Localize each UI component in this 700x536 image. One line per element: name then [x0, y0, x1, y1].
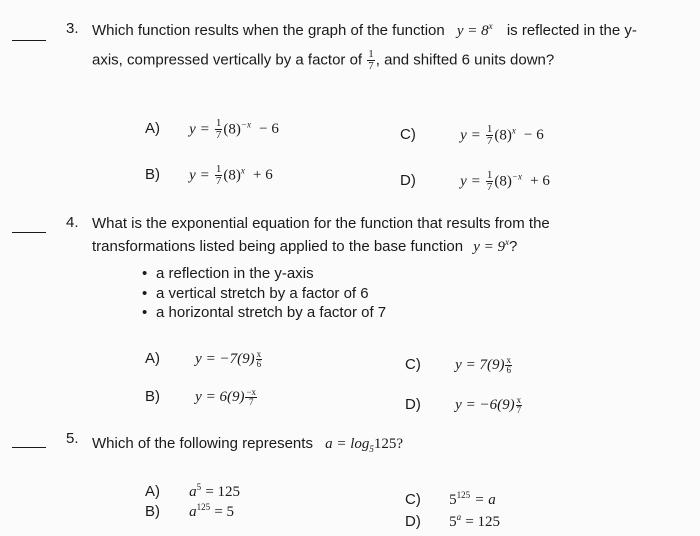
- question-text: Which of the following represents $a = \log_5125$?: [92, 435, 404, 454]
- answer-blank-q5: [12, 447, 46, 448]
- q4-option-a[interactable]: A) y = −7(9) $\frac{x}{6}$: [145, 349, 262, 369]
- q3-option-b[interactable]: B) y = $\frac{1}{7}$ $(8)^x + 6$: [145, 163, 273, 187]
- question-number: 3.: [66, 20, 79, 37]
- q3-option-d[interactable]: D) y = $\frac{1}{7}$ $(8)^{-x} + 6$: [400, 169, 550, 193]
- q5-option-b[interactable]: B) $a^{125} = 5$: [145, 502, 235, 520]
- q5-option-a[interactable]: A) $a^5 = 125$: [145, 482, 241, 500]
- q3-option-c[interactable]: C) y = $\frac{1}{7}$ $(8)^x - 6$: [400, 123, 544, 147]
- answer-blank-q4: [12, 232, 46, 233]
- list-item: • a horizontal stretch by a factor of 7: [142, 304, 387, 321]
- list-item: • a vertical stretch by a factor of 6: [142, 284, 369, 302]
- question-number: 5.: [66, 430, 79, 447]
- q5-option-c[interactable]: C) $5^{125} = a$: [405, 490, 496, 508]
- q3-option-a[interactable]: A) y = $\frac{1}{7}$ $(8)^{-x} - 6$: [145, 117, 279, 141]
- question-number: 4.: [66, 214, 79, 231]
- transformation-list: [142, 264, 386, 323]
- question-text: Which function results when the graph of the function $y = 8^x$ is reflected in the y- axis, compressed vertically by a factor of $\frac{1}{7}$ , and shifted 6 units down?: [92, 21, 637, 73]
- q4-option-c[interactable]: C) y = 7(9) $\frac{x}{6}$: [405, 355, 511, 375]
- question-text: What is the exponential equation for the function that results from the transformations listed being applied to the base function $y = 9^x$?: [92, 215, 550, 256]
- q5-option-d[interactable]: D) 5$^a$ = 125: [405, 512, 501, 530]
- fraction: $\frac{1}{7}$: [368, 48, 374, 73]
- q4-option-b[interactable]: B) y = 6(9) $\frac{-x}{7}$: [145, 387, 257, 407]
- q4-option-d[interactable]: D) y = −6(9) $\frac{x}{7}$: [405, 395, 522, 415]
- answer-blank-q3: [12, 40, 46, 41]
- list-item: • a reflection in the y-axis: [142, 265, 314, 282]
